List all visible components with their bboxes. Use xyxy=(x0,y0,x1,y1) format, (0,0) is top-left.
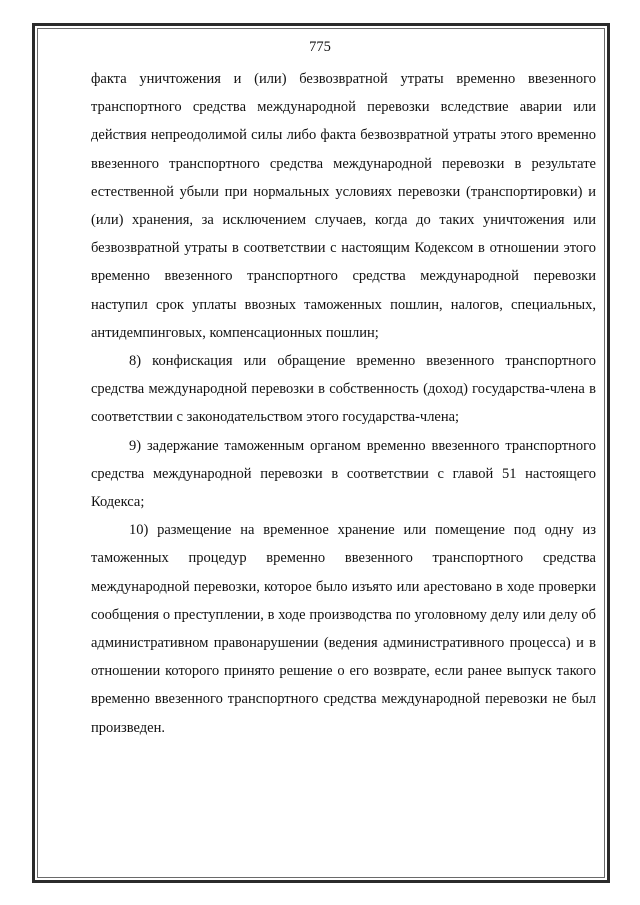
page-number: 775 xyxy=(309,39,331,55)
document-body xyxy=(91,65,596,742)
paragraph-item-10: 10) размещение на временное хранение или помещение под одну из таможенных процедур временно ввезенного транспортного средства международной перевозки, которое было изъято или арестовано в ходе проверки сообщения о преступлении, в ходе производства по уголовному делу или делу об административном правонарушении (ведения административного процесса) и в отношении которого принято решение о его возврате, если ранее выпуск такого временно ввезенного транспортного средства международной перевозки не был произведен. xyxy=(91,522,596,736)
paragraph-item-8: 8) конфискация или обращение временно ввезенного транспортного средства международной перевозки в собственность (доход) государства-члена в соответствии с законодательством этого государства-члена; xyxy=(91,353,596,426)
paragraph-item-9: 9) задержание таможенным органом временно ввезенного транспортного средства международной перевозки в соответствии с главой 51 настоящего Кодекса; xyxy=(91,437,596,511)
paragraph-continuation: факта уничтожения и (или) безвозвратной утраты временно ввезенного транспортного средства международной перевозки вследствие аварии или действия непреодолимой силы либо факта безвозвратной утраты этого временно ввезенного транспортного средства международной перевозки в результате естественной убыли при нормальных условиях перевозки (транспортировки) и (или) хранения, за исключением случаев, когда до таких уничтожения или безвозвратной утраты в соответствии с настоящим Кодексом в отношении этого временно ввезенного транспортного средства международной перевозки наступил срок уплаты ввозных таможенных пошлин, налогов, специальных, антидемпинговых, компенсационных пошлин; xyxy=(91,71,596,341)
